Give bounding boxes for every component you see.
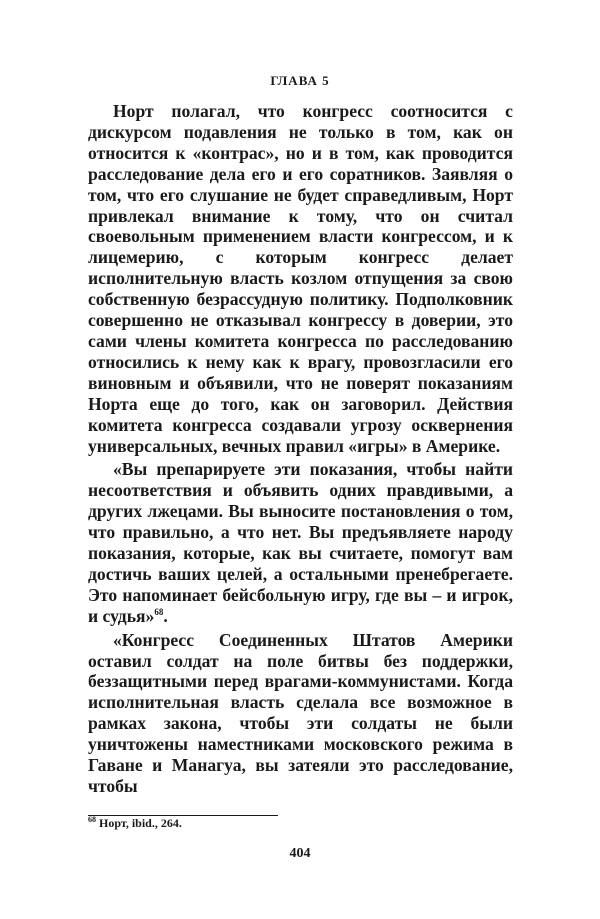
paragraph-text: Норт полагал, что конгресс соотносится с дискурсом подавления не только в том, как он относится к «контрас», но и в том, как проводится расследование дела его и его соратников. Заявляя о том, что его слушание не будет справедливым, Норт привлекал внимание к тому, что он считал своевольным применением власти конгрессом, и к лицемерию, с которым конгресс делает исполнительную власть козлом отпущения за свою собственную безрассудную политику. Подполковник совершенно не отказывал конгрессу в доверии, это сами члены комитета конгресса по расследованию относились к нему как к врагу, провозгласили его виновным и объявили, что не поверят показаниям Норта еще до того, как он заговорил. Действия комитета конгресса создавали угрозу осквернения универсальных, вечных правил «игры» в Америке. — [88, 101, 513, 456]
body-text — [88, 101, 513, 797]
footnote-reference[interactable]: 68 — [154, 606, 164, 617]
paragraph-2: «Вы препарируете эти показания, чтобы найти несоответствия и объявить одних правдивыми, а других лжецами. Вы выносите постановления о том, что правильно, а что нет. Вы предъявляете народу показания, которые, как вы считаете, помогут вам достичь ваших целей, а остальными пренебрегаете. Это напоминает бейсбольную игру, где вы – и игрок, и судья»$^{68}$. — [88, 459, 513, 626]
paragraph-text: «Вы препарируете эти показания, чтобы найти несоответствия и объявить одних правдивыми, а других лжецами. Вы выносите постановления о том, что правильно, а что нет. Вы предъявляете народу показания, которые, как вы считаете, помогут вам достичь ваших целей, а остальными пренебрегаете. Это напоминает бейсбольную игру, где вы – и игрок, и судья» — [88, 459, 513, 626]
footnote-text: Норт, ibid., 264. — [99, 816, 182, 830]
page-number: 404 — [289, 846, 311, 861]
footnote-number: 68 — [88, 815, 96, 824]
paragraph-text: «Конгресс Соединенных Штатов Америки оставил солдат на поле битвы без поддержки, беззащитными перед врагами-коммунистами. Когда исполнительная власть сделала все возможное в рамках закона, чтобы эти солдаты не были уничтожены наместниками московского режима в Гаване и Манагуа, вы затеяли это расследование, чтобы — [88, 629, 513, 796]
paragraph-1 — [88, 101, 513, 456]
footnote — [88, 816, 182, 831]
paragraph-3 — [88, 630, 513, 797]
running-header: ГЛАВА 5 — [270, 73, 330, 88]
